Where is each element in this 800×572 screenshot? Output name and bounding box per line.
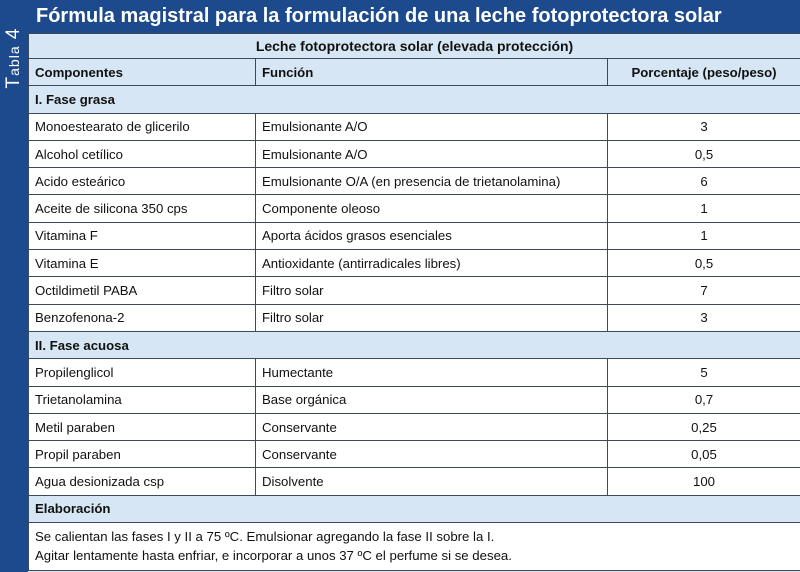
table-subtitle-row (29, 34, 800, 59)
section-row (29, 86, 800, 113)
cell-percentage: 6 (608, 168, 800, 195)
cell-function: Componente oleoso (256, 195, 608, 222)
table-row (29, 222, 800, 249)
cell-percentage: 0,05 (608, 441, 800, 468)
cell-percentage: 0,7 (608, 386, 800, 413)
cell-function: Filtro solar (256, 304, 608, 331)
cell-function: Emulsionante A/O (256, 113, 608, 140)
elaboration-line: Agitar lentamente hasta enfriar, e incorporar a unos 37 ºC el perfume si se desea. (35, 548, 512, 564)
section-title: II. Fase acuosa (29, 331, 800, 358)
cell-component: Agua desionizada csp (29, 468, 256, 495)
section-title: I. Fase grasa (29, 86, 800, 113)
cell-function: Aporta ácidos grasos esenciales (256, 222, 608, 249)
cell-component: Acido esteárico (29, 168, 256, 195)
elaboration-text (29, 523, 800, 571)
cell-function: Disolvente (256, 468, 608, 495)
table-row (29, 168, 800, 195)
table-row (29, 113, 800, 140)
table-row (29, 359, 800, 386)
table-row (29, 386, 800, 413)
column-header-row (29, 59, 800, 86)
cell-component: Benzofenona-2 (29, 304, 256, 331)
cell-component: Alcohol cetílico (29, 140, 256, 167)
elaboration-header-row (29, 495, 800, 522)
header-function: Función (256, 59, 608, 86)
cell-component: Trietanolamina (29, 386, 256, 413)
table-subtitle: Leche fotoprotectora solar (elevada protección) (29, 34, 800, 59)
cell-percentage: 100 (608, 468, 800, 495)
cell-function: Conservante (256, 441, 608, 468)
cell-percentage: 3 (608, 304, 800, 331)
cell-component: Aceite de silicona 350 cps (29, 195, 256, 222)
cell-component: Octildimetil PABA (29, 277, 256, 304)
cell-component: Monoestearato de glicerilo (29, 113, 256, 140)
table-row (29, 468, 800, 495)
cell-percentage: 5 (608, 359, 800, 386)
cell-function: Emulsionante A/O (256, 140, 608, 167)
table-row (29, 250, 800, 277)
elaboration-line: Se calientan las fases I y II a 75 ºC. Emulsionar agregando la fase II sobre la I. (35, 529, 495, 545)
side-tab-label: Tabla 4 (3, 27, 24, 89)
cell-component: Vitamina F (29, 222, 256, 249)
table-row (29, 140, 800, 167)
table-row (29, 441, 800, 468)
table-row (29, 277, 800, 304)
table-row (29, 304, 800, 331)
elaboration-title: Elaboración (29, 495, 800, 522)
cell-function: Conservante (256, 413, 608, 440)
cell-function: Emulsionante O/A (en presencia de trietanolamina) (256, 168, 608, 195)
cell-function: Base orgánica (256, 386, 608, 413)
table-row (29, 413, 800, 440)
cell-percentage: 0,5 (608, 250, 800, 277)
cell-component: Propil paraben (29, 441, 256, 468)
elaboration-text-row (29, 523, 800, 571)
cell-component: Vitamina E (29, 250, 256, 277)
section-row (29, 331, 800, 358)
cell-percentage: 0,25 (608, 413, 800, 440)
side-tab (0, 0, 28, 572)
cell-percentage: 7 (608, 277, 800, 304)
cell-function: Filtro solar (256, 277, 608, 304)
cell-function: Humectante (256, 359, 608, 386)
cell-percentage: 1 (608, 195, 800, 222)
cell-function: Antioxidante (antirradicales libres) (256, 250, 608, 277)
table-title: Fórmula magistral para la formulación de una leche fotoprotectora solar (28, 0, 800, 33)
formula-table (28, 33, 800, 571)
cell-component: Propilenglicol (29, 359, 256, 386)
header-percentage: Porcentaje (peso/peso) (608, 59, 800, 86)
cell-percentage: 3 (608, 113, 800, 140)
cell-percentage: 1 (608, 222, 800, 249)
table-row (29, 195, 800, 222)
cell-component: Metil paraben (29, 413, 256, 440)
cell-percentage: 0,5 (608, 140, 800, 167)
header-components: Componentes (29, 59, 256, 86)
